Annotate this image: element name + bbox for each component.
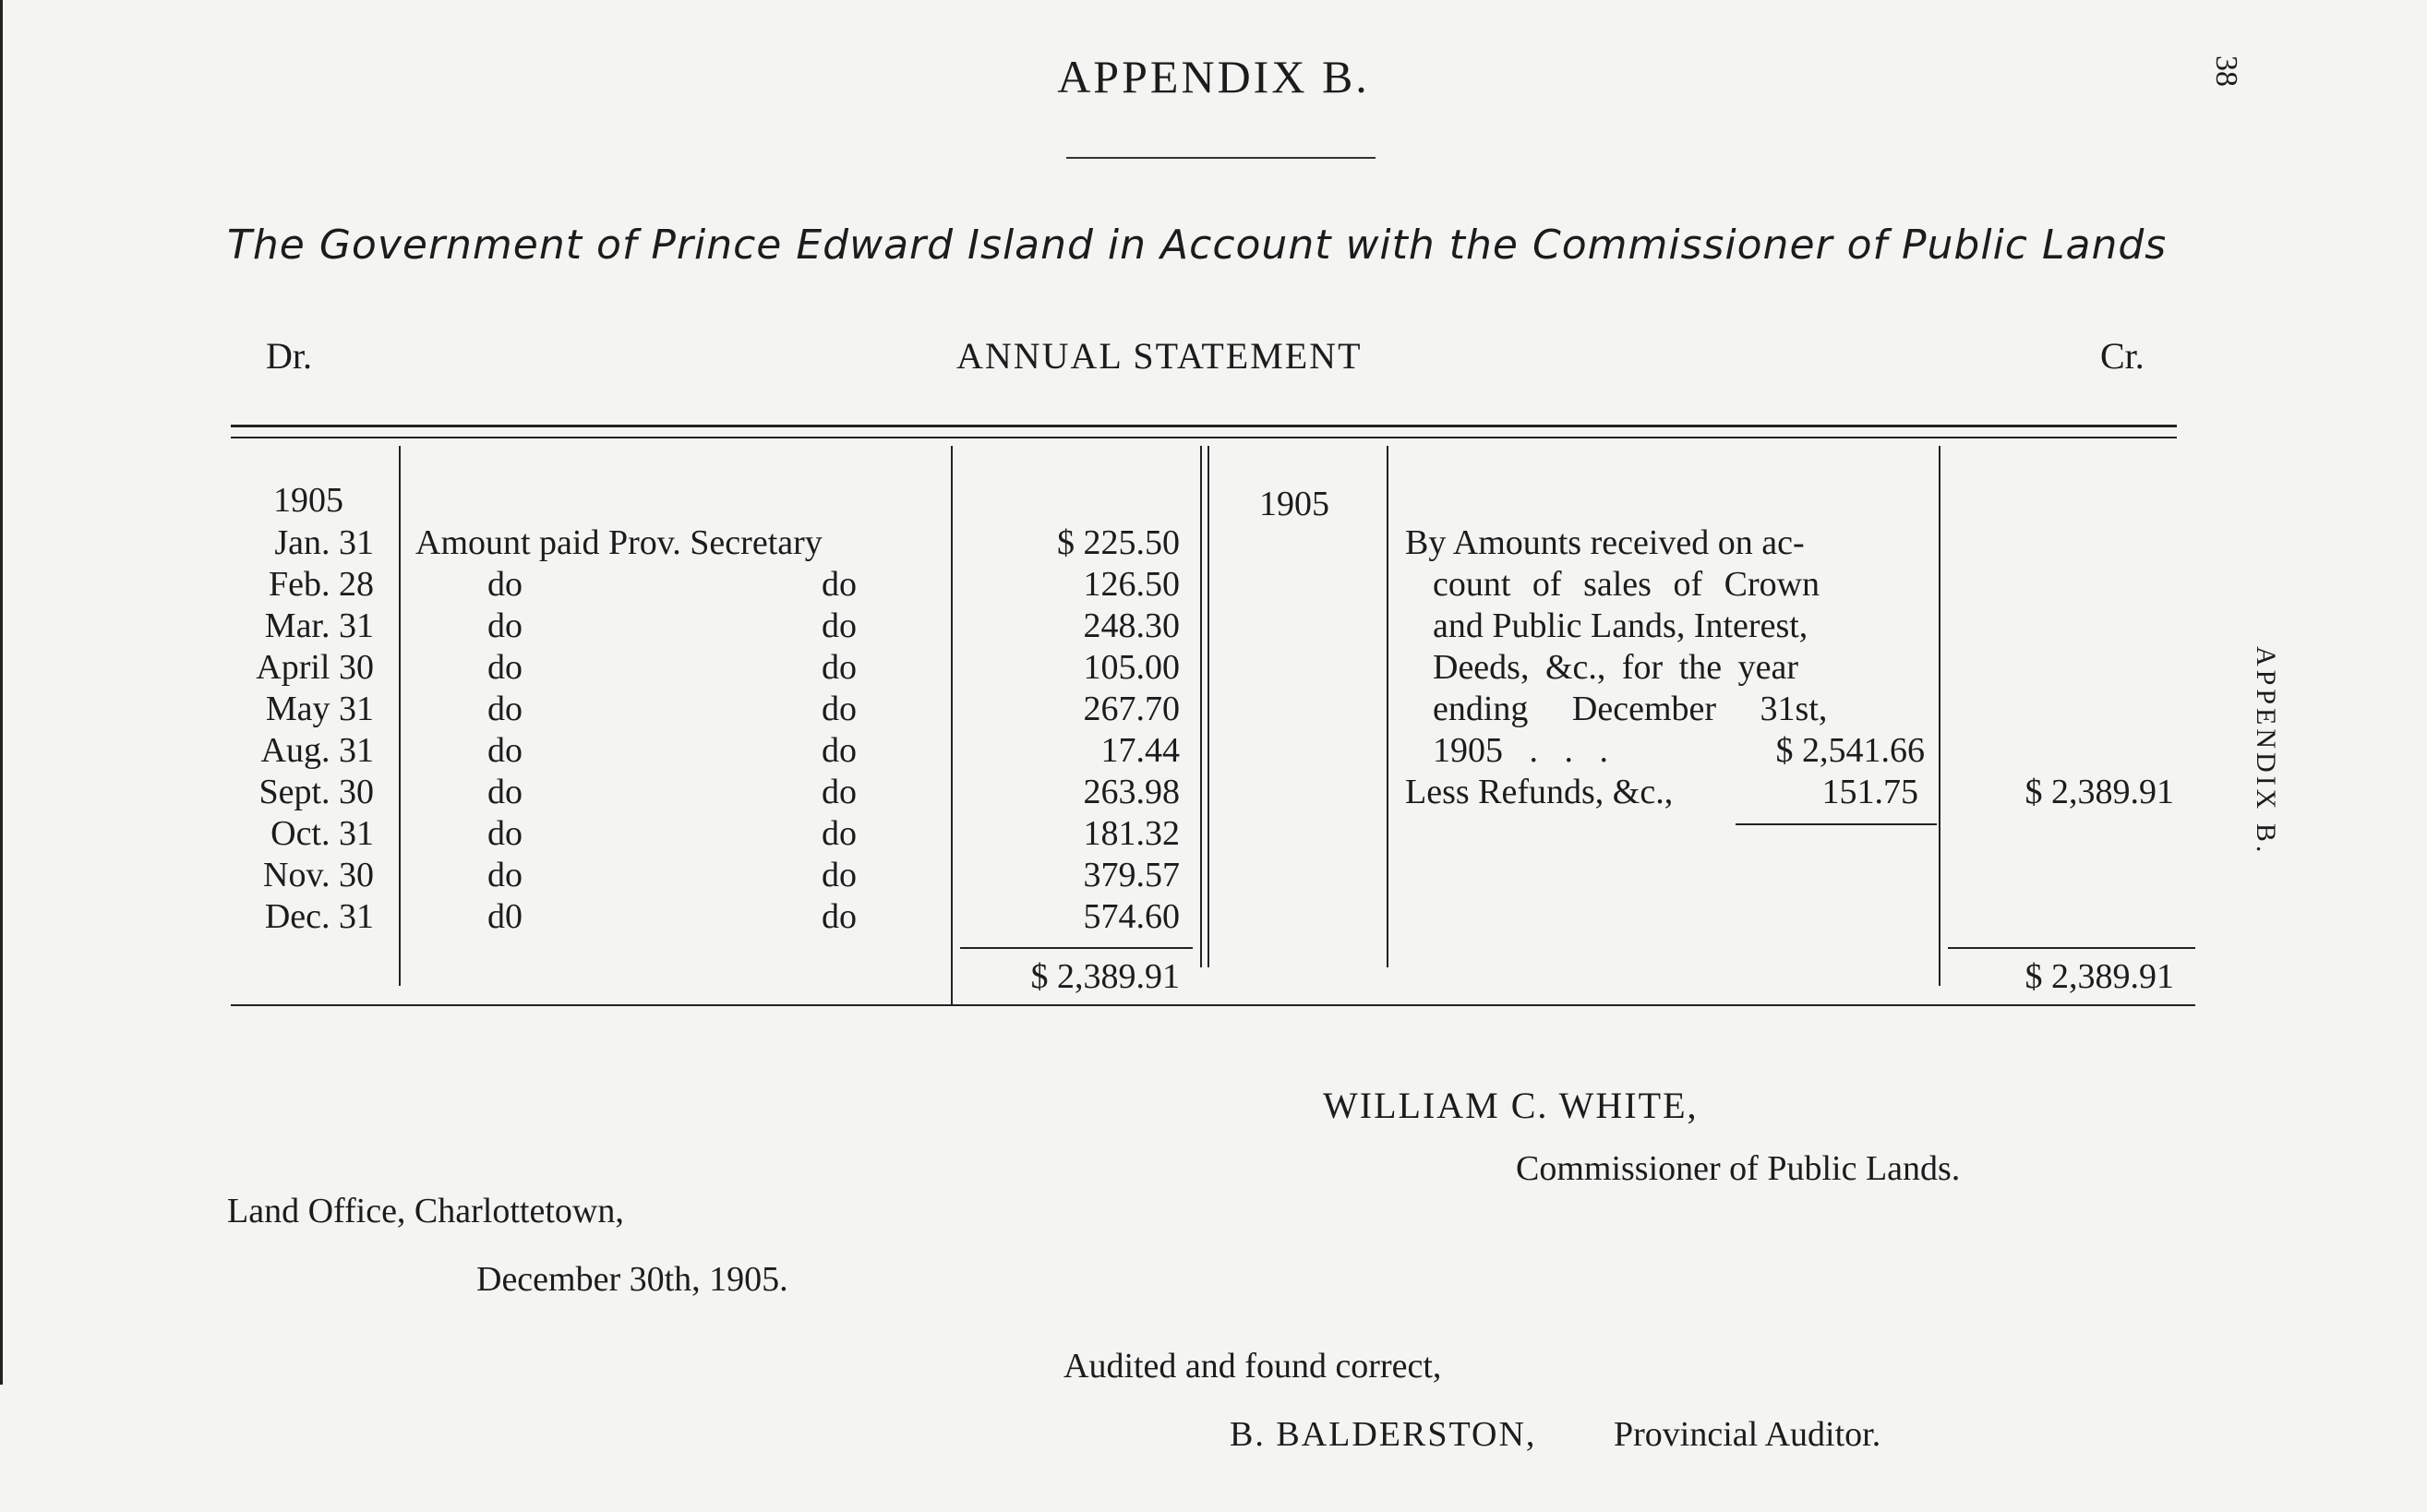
row-description-2: do bbox=[822, 814, 857, 853]
credit-line: Deeds, &c., for the year bbox=[1433, 648, 1799, 687]
row-date: Jan. 31 bbox=[274, 523, 374, 562]
row-description-2: do bbox=[822, 897, 857, 936]
row-description-2: do bbox=[822, 690, 857, 728]
row-description: do bbox=[487, 814, 523, 853]
row-date: Oct. 31 bbox=[270, 814, 374, 853]
credit-year: 1905 bbox=[1259, 485, 1329, 523]
row-date: Nov. 30 bbox=[263, 856, 374, 894]
column-divider bbox=[1387, 446, 1388, 967]
commissioner-title: Commissioner of Public Lands. bbox=[1516, 1149, 1961, 1188]
row-amount: 181.32 bbox=[1083, 814, 1180, 853]
page-number: 38 bbox=[2209, 55, 2243, 87]
refunds-amount: 151.75 bbox=[1821, 773, 1918, 811]
row-date: Feb. 28 bbox=[269, 565, 374, 604]
row-description: d0 bbox=[487, 897, 523, 936]
row-amount: 248.30 bbox=[1083, 606, 1180, 645]
appendix-title: APPENDIX B. bbox=[1057, 51, 1370, 102]
row-description: do bbox=[487, 648, 523, 687]
row-date: Aug. 31 bbox=[260, 731, 374, 770]
row-date: Dec. 31 bbox=[264, 897, 374, 936]
row-description: do bbox=[487, 731, 523, 770]
credit-line: and Public Lands, Interest, bbox=[1433, 606, 1808, 645]
row-date: April 30 bbox=[256, 648, 374, 687]
credit-line-year: 1905 . . . bbox=[1433, 731, 1608, 770]
column-divider bbox=[399, 446, 401, 986]
office-location: Land Office, Charlottetown, bbox=[227, 1192, 624, 1230]
row-description: do bbox=[487, 773, 523, 811]
row-amount: 17.44 bbox=[1100, 731, 1180, 770]
row-description: do bbox=[487, 606, 523, 645]
credit-line: count of sales of Crown bbox=[1433, 565, 1820, 604]
row-description: do bbox=[487, 565, 523, 604]
row-description-2: do bbox=[822, 648, 857, 687]
row-amount: $ 225.50 bbox=[1057, 523, 1180, 562]
row-amount: 379.57 bbox=[1083, 856, 1180, 894]
credit-total: $ 2,389.91 bbox=[2025, 957, 2174, 996]
row-description-2: do bbox=[822, 565, 857, 604]
row-amount: 267.70 bbox=[1083, 690, 1180, 728]
row-description-2: do bbox=[822, 856, 857, 894]
row-date: Sept. 30 bbox=[258, 773, 374, 811]
row-description: Amount paid Prov. Secretary bbox=[415, 523, 823, 562]
row-description-2: do bbox=[822, 773, 857, 811]
row-date: May 31 bbox=[265, 690, 374, 728]
refunds-rule bbox=[1736, 823, 1937, 825]
debit-label: Dr. bbox=[266, 335, 312, 377]
row-amount: 263.98 bbox=[1083, 773, 1180, 811]
column-divider bbox=[951, 446, 953, 1004]
column-divider bbox=[1939, 446, 1940, 986]
credit-gross-amount: $ 2,541.66 bbox=[1775, 731, 1925, 770]
row-amount: 126.50 bbox=[1083, 565, 1180, 604]
table-top-rule-2 bbox=[231, 437, 2177, 438]
row-amount: 574.60 bbox=[1083, 897, 1180, 936]
debit-year: 1905 bbox=[273, 481, 343, 520]
row-description-2: do bbox=[822, 606, 857, 645]
row-date: Mar. 31 bbox=[264, 606, 374, 645]
column-divider bbox=[1200, 446, 1202, 967]
row-description: do bbox=[487, 856, 523, 894]
refunds-label: Less Refunds, &c., bbox=[1405, 773, 1674, 811]
statement-heading: ANNUAL STATEMENT bbox=[956, 335, 1363, 377]
credit-label: Cr. bbox=[2100, 335, 2145, 377]
table-bottom-rule bbox=[231, 1004, 2195, 1006]
credit-line: By Amounts received on ac- bbox=[1405, 523, 1805, 562]
table-top-rule bbox=[231, 425, 2177, 427]
row-amount: 105.00 bbox=[1083, 648, 1180, 687]
debit-sum-rule bbox=[960, 947, 1193, 949]
commissioner-name: WILLIAM C. WHITE, bbox=[1323, 1085, 1699, 1126]
row-description-2: do bbox=[822, 731, 857, 770]
auditor-name: B. BALDERSTON, bbox=[1230, 1415, 1537, 1454]
row-description: do bbox=[487, 690, 523, 728]
audit-note: Audited and found correct, bbox=[1063, 1347, 1442, 1386]
document-subtitle: The Government of Prince Edward Island in Account with the Commissioner of Public Lands bbox=[227, 222, 2168, 269]
title-rule bbox=[1066, 157, 1376, 159]
column-divider bbox=[1207, 446, 1209, 967]
credit-line: ending December 31st, bbox=[1433, 690, 1828, 728]
auditor-title: Provincial Auditor. bbox=[1614, 1415, 1881, 1454]
credit-net-amount: $ 2,389.91 bbox=[2025, 773, 2174, 811]
statement-date: December 30th, 1905. bbox=[476, 1260, 788, 1299]
credit-sum-rule bbox=[1948, 947, 2195, 949]
debit-total: $ 2,389.91 bbox=[1030, 957, 1180, 996]
margin-rule bbox=[0, 0, 3, 1385]
side-appendix-label: APPENDIX B. bbox=[2251, 646, 2281, 857]
